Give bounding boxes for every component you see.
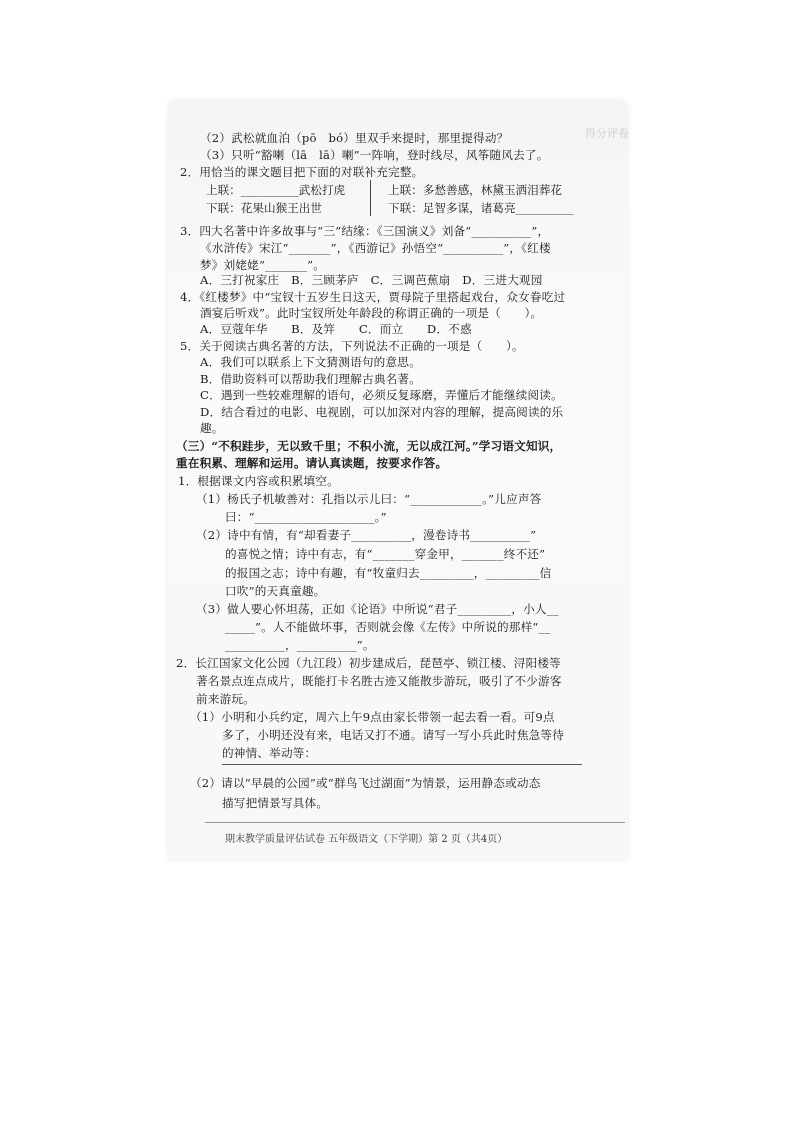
question-5-option-d: D．结合看过的电影、电视剧，可以加深对内容的理解，提高阅读的乐 (200, 405, 564, 419)
question-5: 5．关于阅读古典名著的方法，下列说法不正确的一项是（ ）。 (180, 339, 524, 353)
question-3-cont: 《水浒传》宋江“_______”，《西游记》孙悟空“__________”，《红楼 (200, 241, 551, 255)
s3-q1-item-3-cont: _____”。人不能做坏事，否则就会像《左传》中所说的那样“__ (225, 620, 551, 634)
section-3-question-1: 1．根据课文内容或积累填空。 (178, 474, 339, 488)
corner-mark: 得分评卷 (585, 127, 629, 140)
footer-rule (205, 822, 625, 823)
question-5-option-a: A．我们可以联系上下文猜测语句的意思。 (200, 355, 421, 369)
answer-line[interactable] (222, 764, 582, 765)
section-3-question-2: 2．长江国家文化公园（九江段）初步建成后，琵琶亭、锁江楼、浔阳楼等 (176, 656, 561, 670)
couplet-2-upper: 上联：多愁善感，林黛玉洒泪葬花 (388, 183, 562, 197)
q1-item-3: （3）只听“豁喇（lā lā）喇”一阵响，登时线尽，风筝随风去了。 (200, 148, 549, 162)
question-2: 2．用恰当的课文题目把下面的对联补充完整。 (180, 165, 424, 179)
couplet-2-lower: 下联：足智多谋，诸葛亮__________ (388, 201, 574, 215)
s3-q1-item-3-cont2: __________，__________”。 (225, 638, 375, 652)
s3-q2-item-2-cont: 描写把情景写具体。 (222, 796, 329, 810)
q1-item-2: （2）武松就血泊（pō bó）里双手来提时，那里提得动？ (200, 131, 509, 145)
s3-q2-item-1: （1）小明和小兵约定，周六上午9点由家长带领一起去看一看。可9点 (190, 710, 555, 724)
question-5-option-b: B．借助资料可以帮助我们理解古典名著。 (200, 372, 422, 386)
s3-q2-item-1-cont2: 的神情、举动等： (222, 746, 317, 760)
s3-q1-item-3: （3）做人要心怀坦荡，正如《论语》中所说“君子_________，小人__ (196, 602, 559, 616)
section-3-instructions: 重在积累、理解和运用。请认真读题，按要求作答。 (176, 456, 448, 470)
question-3: 3．四大名著中许多故事与“三”结缘：《三国演义》刘备“__________”， (180, 224, 550, 238)
s3-q2-item-1-cont: 多了，小明还没有来，电话又打不通。请写一写小兵此时焦急等待 (222, 728, 565, 742)
s3-q1-item-1: （1）杨氏子机敏善对：孔指以示儿曰：“____________。”儿应声答 (196, 492, 542, 506)
s3-q2-cont: 著名景点连点成片，既能打卡名胜古迹又能散步游玩，吸引了不少游客 (196, 674, 562, 688)
question-3-cont2: 梦》刘姥姥“_______”。 (200, 258, 325, 272)
couplet-1-upper: 上联：__________武松打虎 (206, 183, 346, 197)
page-footer: 期末教学质量评估试卷 五年级语文（下学期）第 2 页（共4页） (225, 834, 508, 845)
question-4-cont: 酒宴后听戏”。此时宝钗所处年龄段的称谓正确的一项是（ ）。 (200, 306, 543, 320)
s3-q2-item-2: （2）请以“早晨的公园”或“群鸟飞过湖面”为情景，运用静态或动态 (190, 776, 541, 790)
s3-q1-item-2-cont3: 口吹”的天真童趣。 (225, 584, 326, 598)
couplet-1-lower: 下联：花果山猴王出世 (206, 201, 322, 215)
s3-q1-item-1-cont: 曰：“____________________。” (225, 510, 387, 524)
s3-q2-cont2: 前来游玩。 (196, 692, 255, 706)
couplet-divider (370, 180, 371, 216)
section-3-heading: （三）“不积跬步，无以致千里；不积小流，无以成江河。”学习语文知识， (176, 439, 562, 453)
couplet-table (200, 180, 580, 216)
question-4-options: A．豆蔻年华 B．及笄 C．而立 D．不惑 (200, 322, 472, 336)
question-3-options: A．三打祝家庄 B．三顾茅庐 C．三调芭蕉扇 D．三进大观园 (200, 273, 543, 287)
s3-q1-item-2-cont2: 的报国之志；诗中有趣，有“牧童归去_________，_________信 (225, 566, 552, 580)
s3-q1-item-2-cont: 的喜悦之情；诗中有志，有“_______穿金甲，_______终不还” (225, 547, 546, 561)
question-4: 4．《红楼梦》中“宝钗十五岁生日这天，贾母院子里搭起戏台，众女眷吃过 (180, 290, 566, 304)
question-5-option-d-cont: 趣。 (200, 421, 224, 435)
question-5-option-c: C．遇到一些较难理解的语句，必须反复琢磨，弄懂后才能继续阅读。 (200, 388, 563, 402)
s3-q1-item-2: （2）诗中有情，有“却看妻子__________，漫卷诗书__________” (196, 528, 537, 542)
